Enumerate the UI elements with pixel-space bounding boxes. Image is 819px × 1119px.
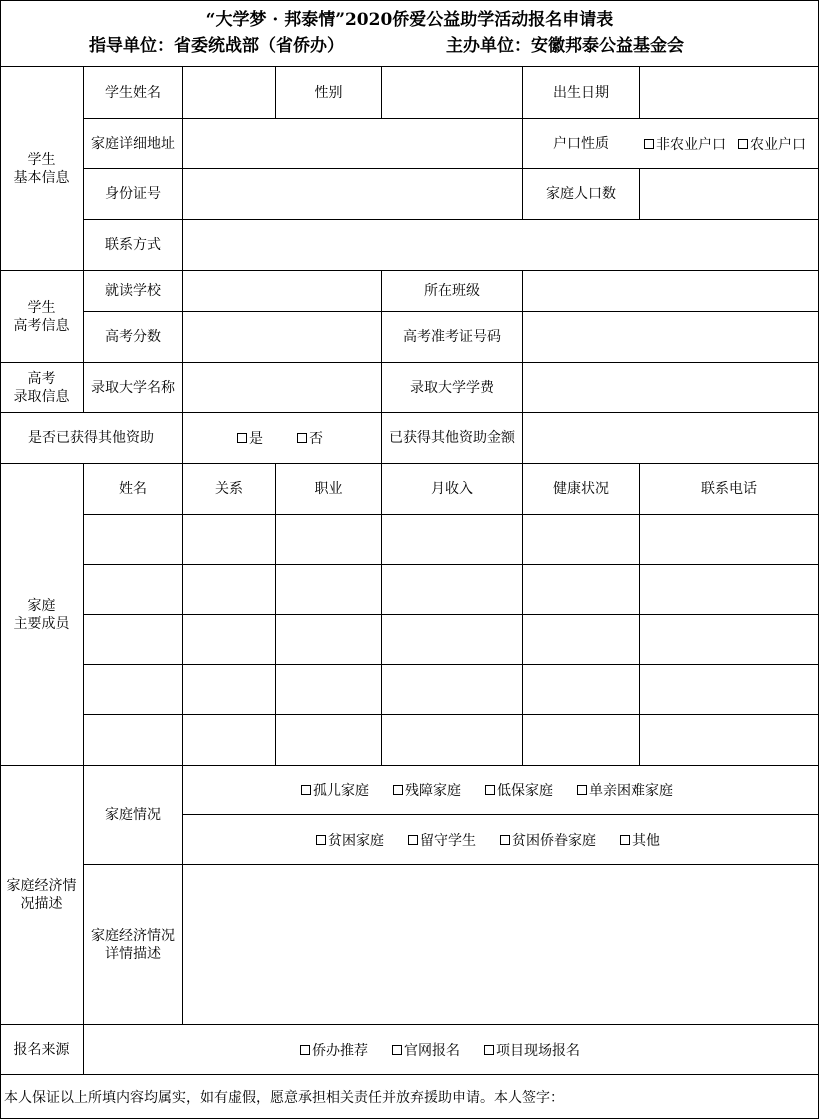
- low-income-family-option[interactable]: 低保家庭: [485, 780, 553, 800]
- hukou-label: 户口性质: [553, 135, 609, 152]
- family-header-health: 健康状况: [553, 481, 609, 497]
- aid-amount-label: 已获得其他资助金额: [389, 430, 515, 446]
- overseas-office-recommend-option[interactable]: 侨办推荐: [300, 1040, 368, 1060]
- tuition-input[interactable]: [523, 363, 818, 412]
- university-label: 录取大学名称: [91, 379, 175, 396]
- table-row[interactable]: [84, 515, 818, 564]
- situation-options-row-2: [316, 815, 660, 864]
- situation-options-row-1: [301, 766, 673, 814]
- exam-score-label: 高考分数: [105, 329, 161, 345]
- family-header-occupation: 职业: [314, 481, 343, 497]
- family-situation-label: 家庭情况: [105, 807, 161, 823]
- address-input[interactable]: [183, 119, 522, 168]
- checkbox-icon[interactable]: [300, 1045, 310, 1055]
- exam-ticket-input[interactable]: [523, 312, 818, 362]
- checkbox-icon[interactable]: [644, 139, 654, 149]
- other-aid-options: [237, 413, 323, 463]
- family-count-label: 家庭人口数: [546, 186, 616, 202]
- id-number-label: 身份证号: [105, 186, 161, 202]
- other-aid-label: 是否已获得其他资助: [28, 430, 154, 446]
- checkbox-icon[interactable]: [297, 433, 307, 443]
- other-option[interactable]: 其他: [620, 830, 660, 850]
- table-row[interactable]: [84, 715, 818, 765]
- title-line-1: “大学梦 · 邦泰情”2020侨爱公益助学活动报名申请表: [205, 10, 614, 30]
- left-behind-student-option[interactable]: 留守学生: [408, 830, 476, 850]
- aid-no-option[interactable]: 否: [297, 428, 323, 448]
- checkbox-icon[interactable]: [408, 835, 418, 845]
- tuition-label: 录取大学学费: [410, 379, 494, 396]
- contact-label: 联系方式: [105, 237, 161, 253]
- class-label: 所在班级: [424, 283, 480, 299]
- table-row[interactable]: [84, 665, 818, 714]
- hukou-non-agricultural-option[interactable]: 非农业户口: [644, 134, 726, 154]
- student-name-input[interactable]: [183, 67, 275, 118]
- family-header-name: 姓名: [119, 481, 147, 497]
- section-basic-info: 学生 基本信息: [13, 151, 70, 186]
- overseas-family-option[interactable]: 贫困侨眷家庭: [500, 830, 596, 850]
- checkbox-icon[interactable]: [500, 835, 510, 845]
- exam-ticket-label: 高考准考证号码: [403, 329, 501, 345]
- gender-label: 性别: [314, 84, 343, 101]
- address-label: 家庭详细地址: [91, 135, 175, 152]
- hukou-agricultural-option[interactable]: 农业户口: [738, 134, 806, 154]
- poor-family-option[interactable]: 贫困家庭: [316, 830, 384, 850]
- aid-yes-option[interactable]: 是: [237, 428, 263, 448]
- onsite-signup-option[interactable]: 项目现场报名: [484, 1040, 580, 1060]
- school-label: 就读学校: [105, 283, 161, 299]
- section-admission-info: 高考 录取信息: [13, 370, 70, 405]
- signature-statement: 本人保证以上所填内容均属实，如有虚假，愿意承担相关责任并放弃援助申请。本人签字：: [4, 1090, 564, 1106]
- checkbox-icon[interactable]: [484, 1045, 494, 1055]
- website-signup-option[interactable]: 官网报名: [392, 1040, 460, 1060]
- checkbox-icon[interactable]: [393, 785, 403, 795]
- table-row[interactable]: [84, 615, 818, 664]
- checkbox-icon[interactable]: [620, 835, 630, 845]
- checkbox-icon[interactable]: [237, 433, 247, 443]
- class-input[interactable]: [523, 271, 818, 311]
- source-options: [300, 1025, 580, 1074]
- aid-amount-input[interactable]: [523, 413, 818, 463]
- id-number-input[interactable]: [183, 169, 522, 219]
- orphan-family-option[interactable]: 孤儿家庭: [301, 780, 369, 800]
- disabled-family-option[interactable]: 残障家庭: [393, 780, 461, 800]
- contact-input[interactable]: [183, 220, 818, 270]
- exam-score-input[interactable]: [183, 312, 381, 362]
- hukou-options: [644, 119, 806, 168]
- section-family-economy: 家庭经济情 况描述: [6, 878, 77, 912]
- section-exam-info: 学生 高考信息: [13, 299, 70, 334]
- student-name-label: 学生姓名: [105, 84, 161, 101]
- birth-date-label: 出生日期: [553, 84, 609, 101]
- source-label: 报名来源: [13, 1041, 70, 1058]
- family-header-phone: 联系电话: [701, 481, 757, 497]
- economy-detail-input[interactable]: [183, 865, 818, 1024]
- checkbox-icon[interactable]: [316, 835, 326, 845]
- section-family-members: 家庭 主要成员: [13, 597, 70, 632]
- school-input[interactable]: [183, 271, 381, 311]
- family-header-relation: 关系: [215, 481, 243, 497]
- checkbox-icon[interactable]: [485, 785, 495, 795]
- checkbox-icon[interactable]: [392, 1045, 402, 1055]
- host-unit: 主办单位：安徽邦泰公益基金会: [446, 36, 684, 56]
- economy-detail-label: 家庭经济情况 详情描述: [91, 927, 175, 962]
- family-header-income: 月收入: [431, 481, 473, 497]
- gender-input[interactable]: [382, 67, 522, 118]
- guide-unit: 指导单位：省委统战部（省侨办）: [89, 36, 344, 56]
- single-parent-family-option[interactable]: 单亲困难家庭: [577, 780, 673, 800]
- checkbox-icon[interactable]: [301, 785, 311, 795]
- checkbox-icon[interactable]: [577, 785, 587, 795]
- family-count-input[interactable]: [640, 169, 818, 219]
- university-input[interactable]: [183, 363, 381, 412]
- birth-date-input[interactable]: [640, 67, 818, 118]
- checkbox-icon[interactable]: [738, 139, 748, 149]
- table-row[interactable]: [84, 565, 818, 614]
